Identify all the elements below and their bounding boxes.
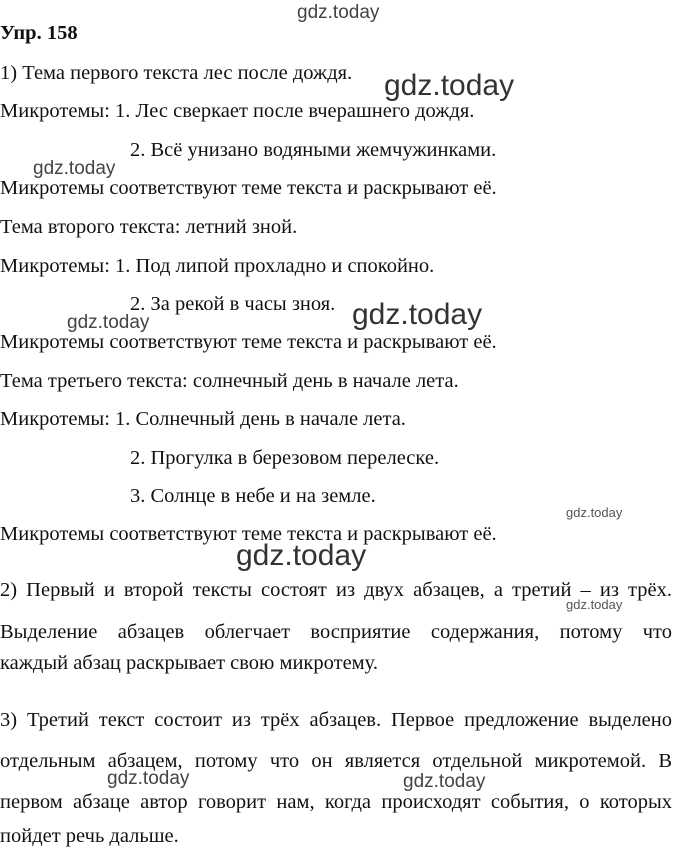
- text-line: 1) Тема первого текста лес после дождя.: [0, 62, 353, 84]
- text-line: 3. Солнце в небе и на земле.: [130, 485, 376, 507]
- text-line: первом абзаце автор говорит нам, когда происходят события, о которых: [0, 791, 672, 813]
- text-line: Тема третьего текста: солнечный день в начале лета.: [0, 370, 459, 392]
- text-line: 2. За рекой в часы зноя.: [130, 293, 336, 315]
- text-line: 2. Всё унизано водяными жемчужинками.: [130, 139, 497, 161]
- watermark-logo: gdz.today: [67, 312, 150, 333]
- text-line: Микротемы соответствуют теме текста и раскрывают её.: [0, 331, 497, 353]
- text-line: 3) Третий текст состоит из трёх абзацев. Первое предложение выделено: [0, 709, 672, 731]
- watermark-logo: gdz.today: [403, 771, 486, 792]
- text-line: пойдет речь дальше.: [0, 825, 179, 847]
- watermark-logo: gdz.today: [566, 597, 623, 612]
- text-line: Микротемы: 1. Лес сверкает после вчерашнего дождя.: [0, 100, 475, 122]
- text-line: отдельным абзацем, потому что он является отдельной микротемой. В: [0, 750, 672, 772]
- text-line: 2. Прогулка в березовом перелеске.: [130, 447, 440, 469]
- text-line: Выделение абзацев облегчает восприятие содержания, потому что: [0, 621, 672, 643]
- text-line: 2) Первый и второй тексты состоят из двух абзацев, а третий – из трёх.: [0, 579, 672, 601]
- watermark-logo: gdz.today: [236, 539, 367, 572]
- text-line: Микротемы соответствуют теме текста и раскрывают её.: [0, 177, 497, 199]
- watermark-logo: gdz.today: [352, 298, 483, 331]
- text-line: Микротемы соответствуют теме текста и раскрывают её.: [0, 523, 497, 545]
- exercise-title: Упр. 158: [0, 22, 78, 44]
- watermark-logo: gdz.today: [33, 158, 116, 179]
- watermark-logo: gdz.today: [107, 768, 190, 789]
- text-line: каждый абзац раскрывает свою микротему.: [0, 652, 378, 674]
- watermark-logo: gdz.today: [297, 2, 380, 23]
- text-line: Микротемы: 1. Солнечный день в начале лета.: [0, 408, 406, 430]
- text-line: Микротемы: 1. Под липой прохладно и спокойно.: [0, 255, 435, 277]
- watermark-logo: gdz.today: [566, 505, 623, 520]
- watermark-logo: gdz.today: [384, 69, 515, 102]
- text-line: Тема второго текста: летний зной.: [0, 216, 298, 238]
